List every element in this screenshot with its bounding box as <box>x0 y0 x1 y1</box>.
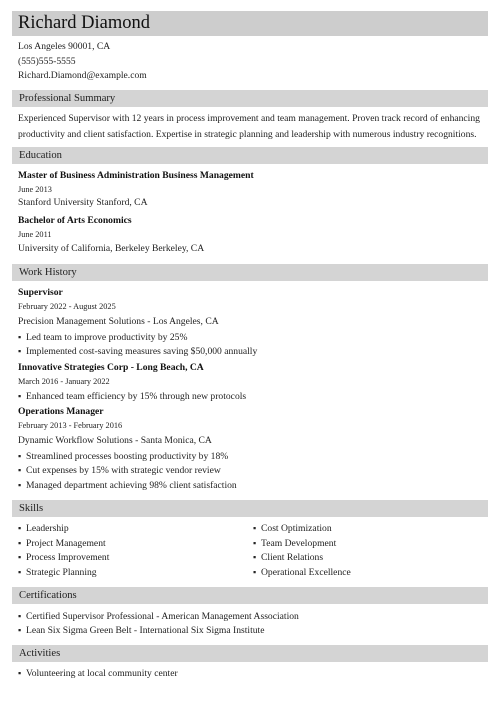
skill-item: ▪ Client Relations <box>253 552 324 563</box>
section-title: Activities <box>19 648 61 659</box>
skill-item: ▪ Strategic Planning <box>18 567 97 578</box>
skill-item: ▪ Process Improvement <box>18 552 110 563</box>
bullet-icon: ▪ <box>18 451 22 461</box>
job-company: Precision Management Solutions - Los Angeles, CA <box>18 316 219 327</box>
section-title: Certifications <box>19 590 77 601</box>
activity-item: ▪ Volunteering at local community center <box>18 668 178 679</box>
bullet-icon: ▪ <box>253 552 257 562</box>
job-dates: February 2013 - February 2016 <box>18 421 123 430</box>
education-date: June 2011 <box>18 230 52 239</box>
bullet-icon: ▪ <box>18 332 22 342</box>
education-degree: Bachelor of Arts Economics <box>18 215 132 226</box>
bullet-icon: ▪ <box>253 538 257 548</box>
bullet-icon: ▪ <box>18 391 22 401</box>
skill-item: ▪ Operational Excellence <box>253 567 351 578</box>
education-degree: Master of Business Administration Business Management <box>18 170 254 181</box>
bullet-icon: ▪ <box>18 552 22 562</box>
certification-item: ▪ Lean Six Sigma Green Belt - International Six Sigma Institute <box>18 625 265 636</box>
section-title: Skills <box>19 503 44 514</box>
job-title: Operations Manager <box>18 406 104 417</box>
education-school: Stanford University Stanford, CA <box>18 197 148 208</box>
list-item: ▪ Streamlined processes boosting productivity by 18% <box>18 451 229 462</box>
bullet-icon: ▪ <box>18 668 22 678</box>
bullet-icon: ▪ <box>18 465 22 475</box>
bullet-icon: ▪ <box>18 346 22 356</box>
section-header-skills <box>12 500 488 517</box>
candidate-name: Richard Diamond <box>18 13 151 33</box>
list-item: ▪ Cut expenses by 15% with strategic vendor review <box>18 465 221 476</box>
education-school: University of California, Berkeley Berkeley, CA <box>18 243 205 254</box>
section-header-work <box>12 264 488 281</box>
bullet-icon: ▪ <box>18 567 22 577</box>
section-header-activities <box>12 645 488 662</box>
bullet-icon: ▪ <box>253 567 257 577</box>
contact-phone: (555)555-5555 <box>18 56 76 67</box>
section-header-education <box>12 147 488 164</box>
list-item: ▪ Implemented cost-saving measures saving $50,000 annually <box>18 346 258 357</box>
bullet-icon: ▪ <box>18 523 22 533</box>
section-title: Work History <box>19 267 77 278</box>
certification-item: ▪ Certified Supervisor Professional - American Management Association <box>18 611 299 622</box>
job-dates: February 2022 - August 2025 <box>18 302 116 311</box>
bullet-icon: ▪ <box>18 480 22 490</box>
list-item: ▪ Led team to improve productivity by 25% <box>18 332 188 343</box>
section-header-certifications <box>12 587 488 604</box>
section-header-summary <box>12 90 488 107</box>
summary-text: Experienced Supervisor with 12 years in process improvement and team management. Proven track record of enhancing productivity and client satisfaction. Expertise in strategic planning and leadership with numerous industry recognitions. <box>18 113 480 140</box>
education-date: June 2013 <box>18 185 52 194</box>
skill-item: ▪ Cost Optimization <box>253 523 332 534</box>
bullet-icon: ▪ <box>18 538 22 548</box>
job-title: Supervisor <box>18 287 63 298</box>
contact-address: Los Angeles 90001, CA <box>18 41 111 52</box>
list-item: ▪ Enhanced team efficiency by 15% through new protocols <box>18 391 247 402</box>
bullet-icon: ▪ <box>18 611 22 621</box>
job-title: Innovative Strategies Corp - Long Beach, CA <box>18 362 204 373</box>
skill-item: ▪ Team Development <box>253 538 337 549</box>
job-dates: March 2016 - January 2022 <box>18 377 110 386</box>
list-item: ▪ Managed department achieving 98% client satisfaction <box>18 480 237 491</box>
bullet-icon: ▪ <box>18 625 22 635</box>
contact-email: Richard.Diamond@example.com <box>18 70 147 81</box>
skill-item: ▪ Project Management <box>18 538 106 549</box>
job-company: Dynamic Workflow Solutions - Santa Monica, CA <box>18 435 212 446</box>
bullet-icon: ▪ <box>253 523 257 533</box>
section-title: Education <box>19 150 62 161</box>
name-header-bar <box>12 11 488 36</box>
skill-item: ▪ Leadership <box>18 523 69 534</box>
section-title: Professional Summary <box>19 93 116 104</box>
